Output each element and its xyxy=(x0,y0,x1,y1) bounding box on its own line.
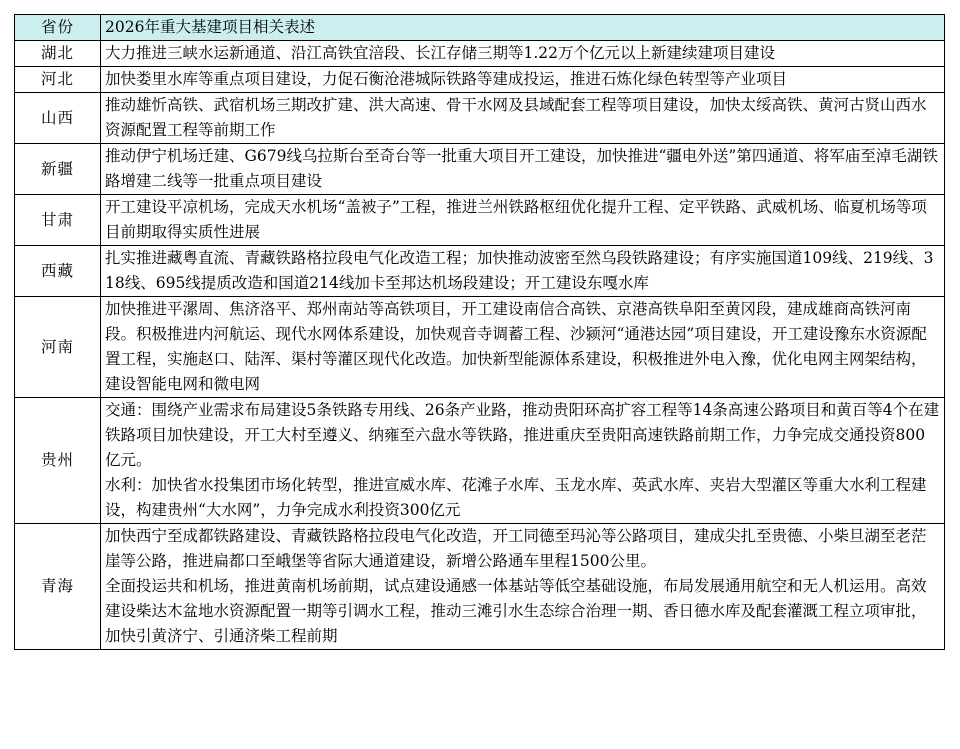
description-paragraph: 推动伊宁机场迁建、G679线乌拉斯台至奇台等一批重大项目开工建设，加快推进“疆电外送”第四通道、将军庙至淖毛湖铁路增建二线等一批重点项目建设 xyxy=(105,147,938,190)
description-paragraph: 交通：围绕产业需求布局建设5条铁路专用线、26条产业路，推动贵阳环高扩容工程等14条高速公路项目和黄百等4个在建铁路项目加快建设，开工大村至遵义、纳雍至六盘水等铁路，推进重庆至贵阳高速铁路前期工作，力争完成交通投资800亿元。 xyxy=(105,401,940,469)
description-paragraph: 开工建设平凉机场，完成天水机场“盖被子”工程，推进兰州铁路枢纽优化提升工程、定平铁路、武威机场、临夏机场等项目前期取得实质性进展 xyxy=(105,198,927,241)
infrastructure-table xyxy=(14,14,945,650)
province-cell: 湖北 xyxy=(15,41,101,67)
province-cell: 西藏 xyxy=(15,246,101,297)
description-cell xyxy=(101,297,945,398)
province-cell: 河南 xyxy=(15,297,101,398)
description-paragraph: 推动雄忻高铁、武宿机场三期改扩建、洪大高速、骨干水网及县域配套工程等项目建设，加快太绥高铁、黄河古贤山西水资源配置工程等前期工作 xyxy=(105,96,927,139)
description-cell xyxy=(101,524,945,650)
description-cell xyxy=(101,93,945,144)
province-cell: 新疆 xyxy=(15,144,101,195)
table-row xyxy=(15,195,945,246)
description-paragraph: 加快娄里水库等重点项目建设，力促石衡沧港城际铁路等建成投运，推进石炼化绿色转型等产业项目 xyxy=(105,70,788,88)
table-row xyxy=(15,67,945,93)
description-cell xyxy=(101,144,945,195)
table-body xyxy=(15,15,945,650)
description-cell xyxy=(101,398,945,524)
description-paragraph: 扎实推进藏粤直流、青藏铁路格拉段电气化改造工程；加快推动波密至然乌段铁路建设；有序实施国道109线、219线、318线、695线提质改造和国道214线加卡至邦达机场段建设；开工建设东嘎水库 xyxy=(105,249,934,292)
description-cell xyxy=(101,246,945,297)
table-row xyxy=(15,297,945,398)
province-cell: 甘肃 xyxy=(15,195,101,246)
table-row xyxy=(15,41,945,67)
description-paragraph: 水利：加快省水投集团市场化转型，推进宣威水库、花滩子水库、玉龙水库、英武水库、夹岩大型灌区等重大水利工程建设，构建贵州“大水网”，力争完成水利投资300亿元 xyxy=(105,476,927,519)
province-cell: 青海 xyxy=(15,524,101,650)
province-cell: 河北 xyxy=(15,67,101,93)
description-paragraph: 加快西宁至成都铁路建设、青藏铁路格拉段电气化改造，开工同德至玛沁等公路项目，建成尖扎至贵德、小柴旦湖至老茫崖等公路，推进扁都口至峨堡等省际大通道建设，新增公路通车里程1500公里。 xyxy=(105,527,927,570)
description-paragraph: 全面投运共和机场，推进黄南机场前期，试点建设通感一体基站等低空基础设施，布局发展通用航空和无人机运用。高效建设柴达木盆地水资源配置一期等引调水工程，推动三滩引水生态综合治理一期、香日德水库及配套灌溉工程立项审批，加快引黄济宁、引通济柴工程前期 xyxy=(105,577,927,645)
header-description: 2026年重大基建项目相关表述 xyxy=(101,15,945,41)
table-row xyxy=(15,524,945,650)
description-cell xyxy=(101,67,945,93)
description-cell xyxy=(101,41,945,67)
table-row xyxy=(15,398,945,524)
description-paragraph: 加快推进平漯周、焦济洛平、郑州南站等高铁项目，开工建设南信合高铁、京港高铁阜阳至黄冈段，建成雄商高铁河南段。积极推进内河航运、现代水网体系建设，加快观音寺调蓄工程、沙颍河“通港达园”项目建设，开工建设豫东水资源配置工程，实施赵口、陆浑、渠村等灌区现代化改造。加快新型能源体系建设，积极推进外电入豫，优化电网主网架结构，建设智能电网和微电网 xyxy=(105,300,927,393)
table-row xyxy=(15,246,945,297)
province-cell: 山西 xyxy=(15,93,101,144)
header-row xyxy=(15,15,945,41)
header-province: 省份 xyxy=(15,15,101,41)
description-paragraph: 大力推进三峡水运新通道、沿江高铁宜涪段、长江存储三期等1.22万个亿元以上新建续建项目建设 xyxy=(105,44,776,62)
description-cell xyxy=(101,195,945,246)
table-row xyxy=(15,144,945,195)
table-row xyxy=(15,93,945,144)
province-cell: 贵州 xyxy=(15,398,101,524)
